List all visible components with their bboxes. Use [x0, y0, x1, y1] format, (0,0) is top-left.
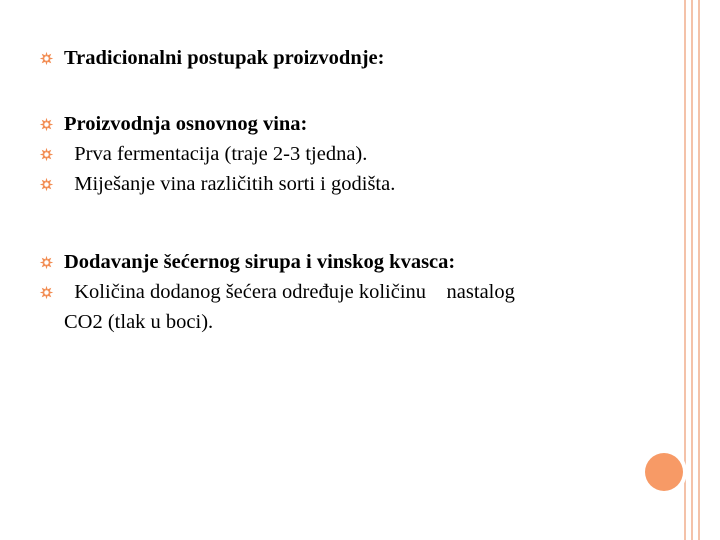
ornament-bullet-icon — [39, 147, 54, 162]
ornament-bullet-icon — [39, 117, 54, 132]
bullet-text: Proizvodnja osnovnog vina: — [64, 113, 308, 135]
ornament-bullet-icon — [39, 177, 54, 192]
decorative-circle — [645, 453, 683, 491]
frame-line — [684, 0, 686, 540]
bullet-text: Tradicionalni postupak proizvodnje: — [64, 47, 385, 69]
ornament-bullet-icon — [39, 285, 54, 300]
frame-line — [698, 0, 700, 540]
ornament-bullet-icon — [39, 255, 54, 270]
bullet-text: Dodavanje šećernog sirupa i vinskog kvasca: — [64, 251, 456, 273]
bullet-text-continuation: CO2 (tlak u boci). — [64, 311, 214, 333]
bullet-text: Miješanje vina različitih sorti i godišta. — [64, 173, 396, 195]
frame-line — [691, 0, 693, 540]
decorative-frame-lines — [684, 0, 700, 540]
bullet-text: Prva fermentacija (traje 2-3 tjedna). — [64, 143, 368, 165]
bullet-text: Količina dodanog šećera određuje količinu nastalog — [64, 281, 515, 303]
ornament-bullet-icon — [39, 51, 54, 66]
